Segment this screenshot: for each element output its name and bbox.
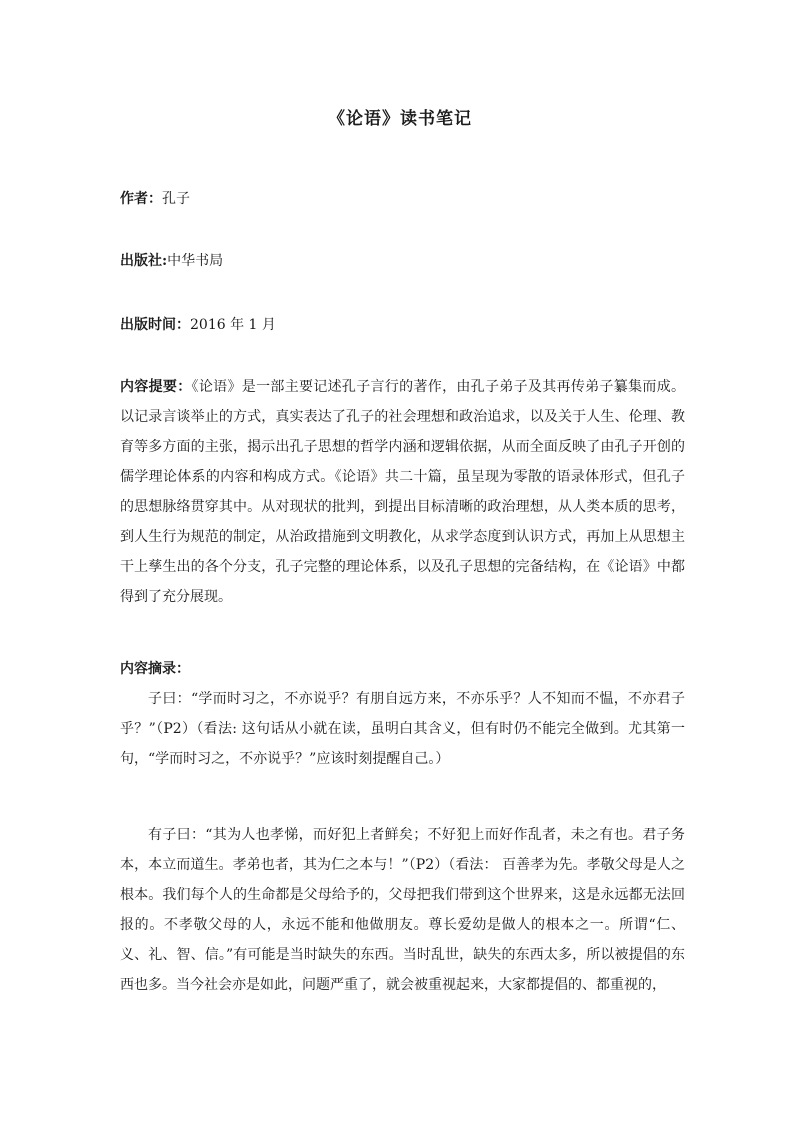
excerpt-heading: 内容摘录：: [120, 661, 190, 677]
publisher-label: 出版社:: [120, 253, 168, 269]
author-label: 作者：: [120, 191, 162, 207]
date-label: 出版时间：: [120, 317, 190, 333]
excerpt-paragraph-2: 有子曰：“其为人也孝悌，而好犯上者鲜矣；不好犯上而好作乱者，未之有也。君子务本，本立而道生。孝弟也者，其为仁之本与！”（P2）（看法： 百善孝为先。孝敬父母是人之根本。我们每个人的生命都是父母给予的，父母把我们带到这个世界来，这是永远都无法回报的。不孝敬父母的人，永远不能和他做朋友。尊长爱幼是做人的根本之一。所谓“仁、义、礼、智、信。”有可能是当时缺失的东西。当时乱世，缺失的东西太多，所以被提倡的东西也多。当今社会亦是如此，问题严重了，就会被重视起来，大家都提倡的、都重视的，: [120, 827, 685, 993]
publisher-line: [120, 250, 223, 270]
summary-paragraph: [120, 372, 685, 612]
summary-text: 《论语》是一部主要记述孔子言行的著作，由孔子弟子及其再传弟子纂集而成。以记录言谈举止的方式，真实表达了孔子的社会理想和政治追求，以及关于人生、伦理、教育等多方面的主张，揭示出孔子思想的哲学内涵和逻辑依据，从而全面反映了由孔子开创的儒学理论体系的内容和构成方式。《论语》共二十篇，虽呈现为零散的语录体形式，但孔子的思想脉络贯穿其中。从对现状的批判，到提出目标清晰的政治理想，从人类本质的思考，到人生行为规范的制定，从治政措施到文明教化，从求学态度到认识方式，再加上从思想主干上孳生出的各个分支，孔子完整的理论体系，以及孔子思想的完备结构，在《论语》中都得到了充分展现。: [120, 379, 686, 605]
document-title: 《论语》读书笔记: [328, 109, 472, 129]
date-line: [120, 314, 276, 334]
excerpt-paragraph-1: 子曰：“学而时习之，不亦说乎？有朋自远方来，不亦乐乎？人不知而不愠，不亦君子乎？”（P2）（看法: 这句话从小就在读，虽明白其含义，但有时仍不能完全做到。尤其第一句，“学而时习之，不亦说乎？”应该时刻提醒自己。）: [120, 691, 685, 767]
summary-label: 内容提要：: [120, 379, 192, 395]
author-line: [120, 188, 190, 208]
author-value: 孔子: [162, 191, 190, 207]
publisher-value: 中华书局: [167, 253, 224, 269]
date-value: 2016 年 1 月: [190, 317, 276, 333]
